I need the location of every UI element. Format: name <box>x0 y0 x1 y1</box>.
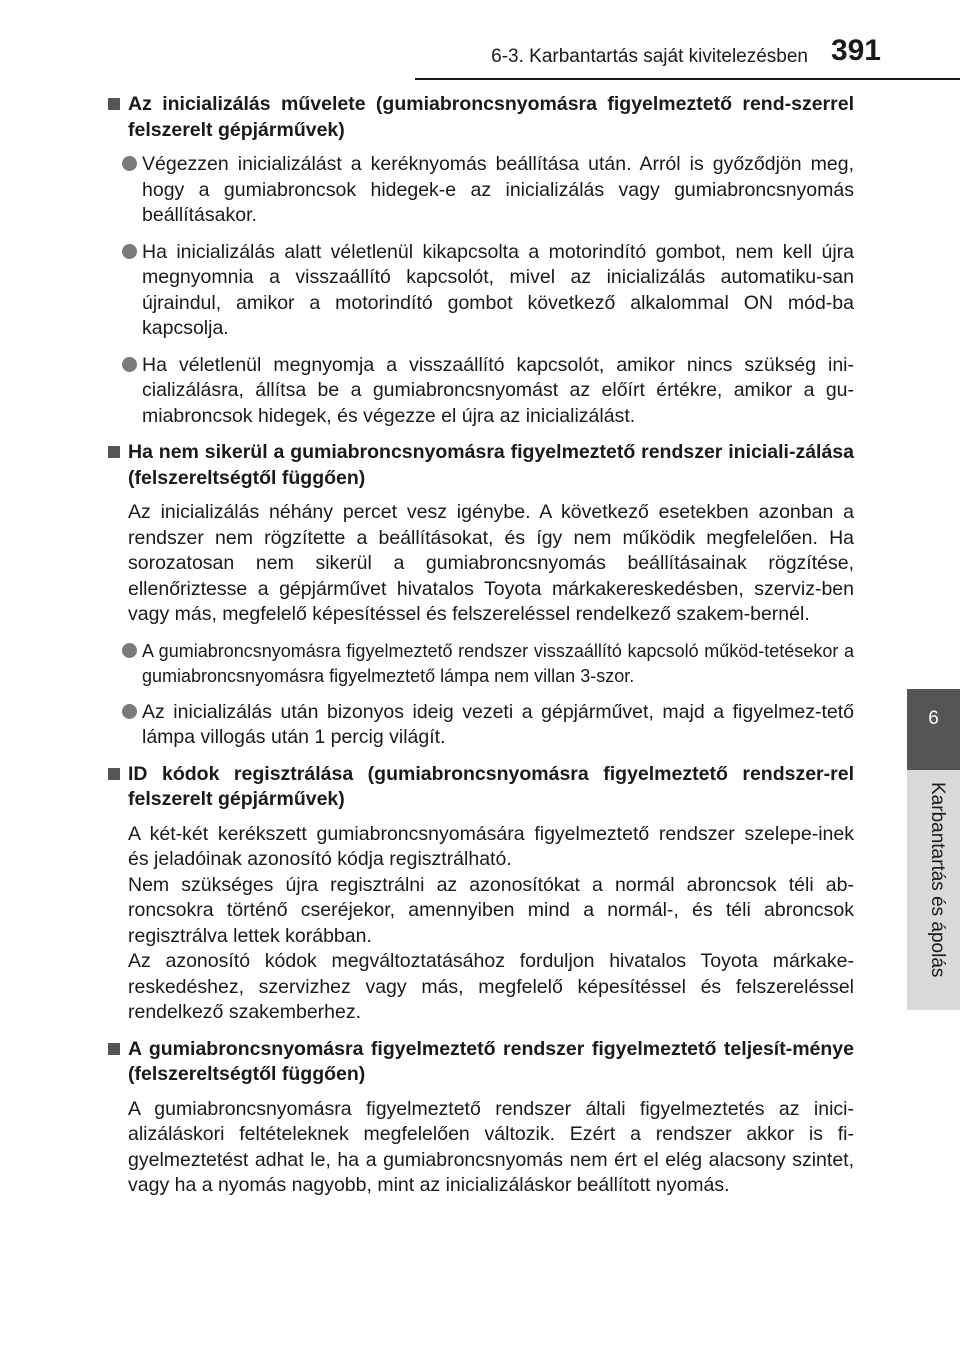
chapter-tab-number: 6 <box>928 708 939 729</box>
circle-bullet-icon <box>122 156 137 171</box>
chapter-tab-title: Karbantartás és ápolás <box>927 782 948 978</box>
square-bullet-icon <box>108 446 120 458</box>
paragraph-line: A két-két kerékszett gumiabroncsnyomására figyelmeztető rendszer szelepe-inek és jeladóinak azonosító kódja regisztrálható. <box>128 822 854 870</box>
list-item: Ha véletlenül megnyomja a visszaállító kapcsolót, amikor nincs szükség ini-cializálásra, állítsa be a gumiabroncsnyomást az előírt értékre, amikor a gu-miabroncsok hidegek, és végezze el újra az inicializálást. <box>122 353 854 430</box>
page-number: 391 <box>830 34 881 67</box>
list-item: A gumiabroncsnyomásra figyelmeztető rendszer visszaállító kapcsoló működ-tetésekor a gumiabroncsnyomásra figyelmeztető lámpa nem villan 3-szor. <box>122 639 854 689</box>
section-heading: ID kódok regisztrálása (gumiabroncsnyomásra figyelmeztető rendszer-rel felszerelt gépjárművek) <box>108 762 854 813</box>
list-item: Ha inicializálás alatt véletlenül kikapcsolta a motorindító gombot, nem kell újra megnyomnia a visszaállító kapcsolót, mivel az inicializálás automatiku-san újraindul, amikor a motorindító gombot következő alkalommal ON mód-ba kapcsolja. <box>122 240 854 342</box>
list-item: Végezzen inicializálást a keréknyomás beállítása után. Arról is győződjön meg, hogy a gumiabroncsok hidegek-e az inicializálás vagy gumiabroncsnyomás beállításakor. <box>122 152 854 229</box>
square-bullet-icon <box>108 98 120 110</box>
section-title: 6-3. Karbantartás saját kivitelezésben <box>491 46 808 67</box>
paragraph: Az inicializálás néhány percet vesz igénybe. A következő esetekben azonban a rendszer nem rögzítette a beállításokat, és így nem működik megfelelően. Ha sorozatosan nem sikerül a gumiabroncsnyomás beállításainak rögzítése, ellenőriztesse a gépjárművet hivatalos Toyota márkakereskedésben, szerviz-ben vagy más, megfelelő képesítéssel és felszereléssel rendelkező szakem-bernél. <box>128 501 854 625</box>
page-content <box>108 92 854 1210</box>
paragraph <box>128 822 854 1026</box>
paragraph: A gumiabroncsnyomásra figyelmeztető rendszer általi figyelmeztetés az inici-alizáláskori feltételeknek megfelelően változik. Ezért a rendszer akkor is fi-gyelmeztetést adhat le, ha a gumiabroncsnyomás nem ért el elég alacsony szintet, vagy ha a nyomás nagyobb, mint az inicializáláskor beállított nyomás. <box>128 1097 854 1196</box>
header-rule <box>415 78 960 80</box>
section-heading: A gumiabroncsnyomásra figyelmeztető rendszer figyelmeztető teljesít-ménye (felszereltségtől függően) <box>108 1037 854 1088</box>
paragraph-line: Az azonosító kódok megváltoztatásához forduljon hivatalos Toyota márkake-reskedéshez, szervizhez vagy más, megfelelő képesítéssel és felszereléssel rendelkező szakemberhez. <box>128 950 854 1023</box>
page-header <box>0 36 960 76</box>
circle-bullet-icon <box>122 704 137 719</box>
paragraph-line: Nem szükséges újra regisztrálni az azonosítókat a normál abroncsok téli ab-roncsokra történő cseréjekor, amennyiben mind a normál-, és téli abroncsok regisztrálva lettek korábban. <box>128 873 854 947</box>
circle-bullet-icon <box>122 244 137 259</box>
section-heading: Az inicializálás művelete (gumiabroncsnyomásra figyelmeztető rend-szerrel felszerelt gépjárművek) <box>108 92 854 143</box>
section-heading: Ha nem sikerül a gumiabroncsnyomásra figyelmeztető rendszer iniciali-zálása (felszereltségtől függően) <box>108 440 854 491</box>
square-bullet-icon <box>108 768 120 780</box>
square-bullet-icon <box>108 1043 120 1055</box>
circle-bullet-icon <box>122 643 137 658</box>
list-item: Az inicializálás után bizonyos ideig vezeti a gépjárművet, majd a figyelmez-tető lámpa villogás után 1 percig világít. <box>122 700 854 751</box>
circle-bullet-icon <box>122 357 137 372</box>
